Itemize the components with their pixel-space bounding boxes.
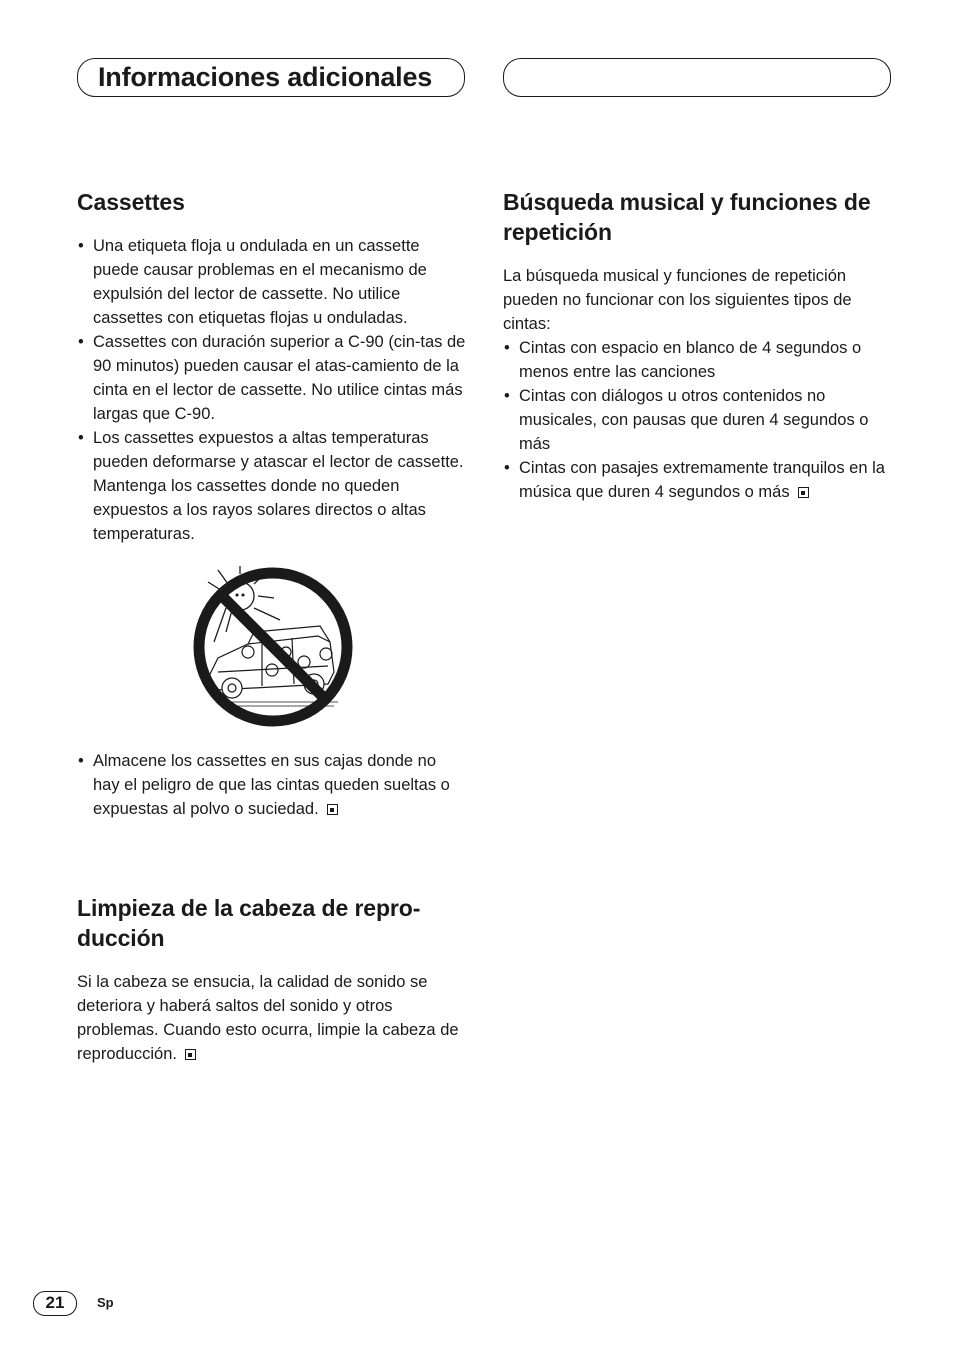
section-end-icon [185, 1049, 196, 1060]
section-end-icon [798, 487, 809, 498]
cassettes-heading: Cassettes [77, 189, 185, 215]
music-search-bullet-3-text: Cintas con pasajes extremamente tranquilos en la música que duren 4 segundos o más [519, 459, 885, 501]
cassettes-section [77, 187, 467, 546]
cassettes-storage-section [77, 749, 467, 821]
section-title: Informaciones adicionales [98, 62, 433, 92]
cassettes-storage-list [77, 749, 467, 821]
page-number: 21 [33, 1291, 77, 1316]
no-cassettes-in-hot-car-icon [188, 562, 358, 732]
header-blank-tab [503, 58, 891, 97]
section-end-icon [327, 804, 338, 815]
music-search-list [503, 336, 893, 504]
music-search-heading: Búsqueda musical y funciones de repetición [503, 189, 871, 245]
section-header [77, 58, 465, 97]
music-search-bullet-1: • Cintas con espacio en blanco de 4 segundos o menos entre las canciones [503, 336, 893, 384]
music-search-bullet-3 [503, 456, 893, 504]
music-search-bullet-2: • Cintas con diálogos u otros contenidos no musicales, con pausas que duren 4 segundos o más [503, 384, 893, 456]
cassettes-bullet-3: • Los cassettes expuestos a altas temperaturas pueden deformarse y atascar el lector de cassette. Mantenga los cassettes donde no queden expuestos a los rayos solares directos o altas temperaturas. [77, 426, 467, 546]
cassettes-storage-bullet [77, 749, 467, 821]
cleaning-paragraph [77, 970, 467, 1066]
cleaning-text: Si la cabeza se ensucia, la calidad de sonido se deteriora y haberá saltos del sonido y otros problemas. Cuando esto ocurra, limpie la cabeza de reproducción. [77, 973, 459, 1063]
cassettes-bullet-1: • Una etiqueta floja u ondulada en un cassette puede causar problemas en el mecanismo de expulsión del lector de cassette. No utilice cassettes con etiquetas flojas u onduladas. [77, 234, 467, 330]
cassettes-storage-text: Almacene los cassettes en sus cajas donde no hay el peligro de que las cintas queden sueltas o expuestas al polvo o suciedad. [93, 752, 450, 818]
cleaning-section [77, 893, 467, 1066]
language-code: Sp [97, 1295, 114, 1310]
cassettes-list [77, 234, 467, 546]
music-search-intro: La búsqueda musical y funciones de repetición pueden no funcionar con los siguientes tipos de cintas: [503, 267, 852, 333]
cleaning-heading: Limpieza de la cabeza de repro-ducción [77, 895, 421, 951]
cassettes-bullet-2: • Cassettes con duración superior a C-90 (cin-tas de 90 minutos) pueden causar el atas-camiento de la cinta en el lector de cassette. No utilice cintas más largas que C-90. [77, 330, 467, 426]
music-search-section [503, 187, 893, 504]
